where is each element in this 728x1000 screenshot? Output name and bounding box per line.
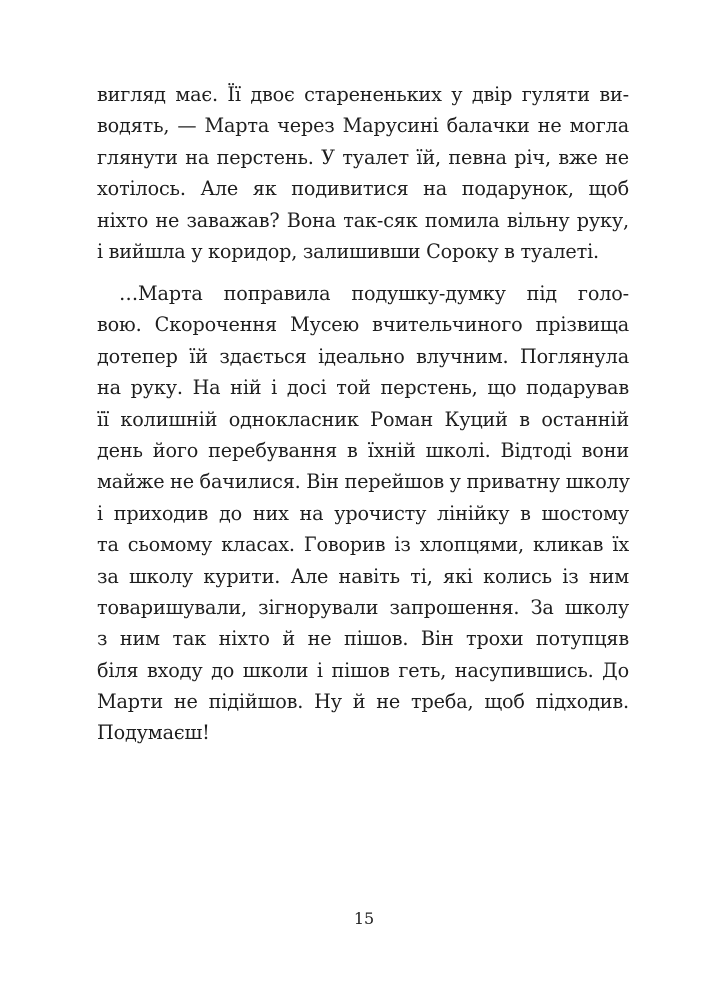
text-line: біля входу до школи і пішов геть, насупившись. До (97, 658, 629, 682)
text-line: і вийшла у коридор, залишивши Сороку в туалеті. (97, 239, 600, 263)
text-line: майже не бачилися. Він перейшов у приватну школу (97, 470, 630, 494)
text-line: ніхто не заважав? Вона так-сяк помила вільну руку, (97, 208, 629, 232)
text-line: вою. Скорочення Мусею вчительчиного прізвища (97, 313, 629, 337)
text-line: Подумаєш! (97, 721, 210, 745)
text-line: на руку. На ній і досі той перстень, що подарував (97, 376, 629, 400)
text-line: дотепер їй здається ідеально влучним. Поглянула (97, 344, 629, 368)
text-line: і приходив до них на урочисту лінійку в шостому (97, 501, 629, 525)
text-line: за школу курити. Але навіть ті, які колись із ним (97, 564, 629, 588)
paragraph-2 (97, 278, 629, 749)
text-line: з ним так ніхто й не пішов. Він трохи потупцяв (97, 627, 629, 651)
paragraph-1 (97, 79, 629, 267)
text-line: та сьомому класах. Говорив із хлопцями, кликав їх (97, 533, 629, 557)
text-line: …Марта поправила подушку-думку під голо- (119, 282, 629, 305)
text-line: день його перебування в їхній школі. Відтоді вони (97, 438, 629, 462)
text-line: водять, — Марта через Марусині балачки не могла (97, 114, 629, 138)
page-number: 15 (353, 909, 375, 928)
text-line: товаришували, зігнорували запрошення. За школу (97, 595, 629, 619)
text-line: хотілось. Але як подивитися на подарунок, щоб (97, 177, 629, 201)
text-line: глянути на перстень. У туалет їй, певна річ, вже не (97, 145, 629, 169)
text-line: вигляд має. Її двоє старененьких у двір гуляти ви- (97, 83, 629, 106)
text-line: її колишній однокласник Роман Куций в останній (97, 407, 629, 431)
text-line: Марти не підійшов. Ну й не треба, щоб підходив. (97, 690, 629, 714)
